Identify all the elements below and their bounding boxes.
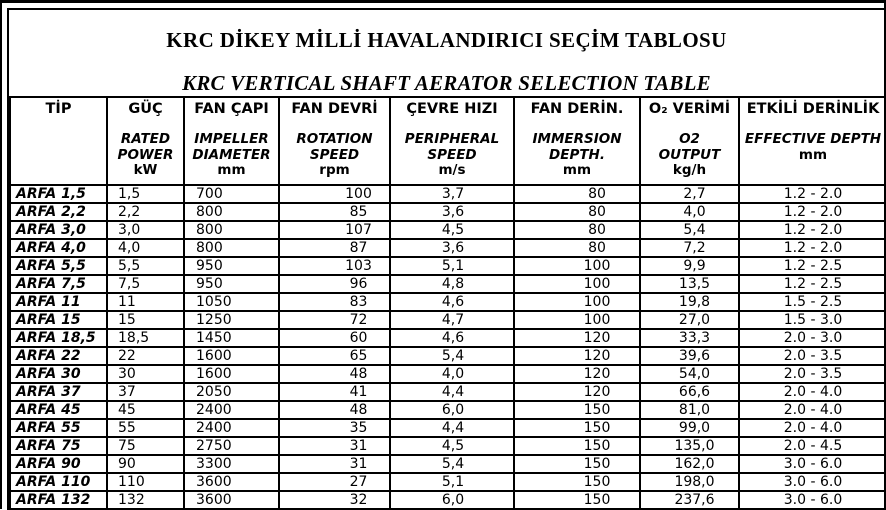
cell-impeller-diameter: 3600 bbox=[184, 473, 279, 491]
cell-impeller-diameter: 800 bbox=[184, 203, 279, 221]
cell-o2-output: 13,5 bbox=[640, 275, 739, 293]
cell-rated-power: 132 bbox=[107, 491, 184, 509]
cell-rotation-speed: 85 bbox=[279, 203, 390, 221]
cell-rated-power: 30 bbox=[107, 365, 184, 383]
cell-type: ARFA 37 bbox=[10, 383, 107, 401]
table-row bbox=[10, 419, 886, 437]
cell-immersion-depth: 120 bbox=[514, 347, 640, 365]
cell-rotation-speed: 100 bbox=[279, 185, 390, 203]
cell-type: ARFA 15 bbox=[10, 311, 107, 329]
cell-peripheral-speed: 4,6 bbox=[390, 293, 514, 311]
header-label-en: ROTATION bbox=[296, 131, 373, 147]
cell-immersion-depth: 80 bbox=[514, 203, 640, 221]
column-header-effective-depth bbox=[739, 97, 886, 185]
cell-o2-output: 7,2 bbox=[640, 239, 739, 257]
cell-type: ARFA 110 bbox=[10, 473, 107, 491]
cell-peripheral-speed: 3,7 bbox=[390, 185, 514, 203]
title-turkish: KRC DİKEY MİLLİ HAVALANDIRICI SEÇİM TABLOSU bbox=[166, 28, 727, 52]
cell-impeller-diameter: 800 bbox=[184, 239, 279, 257]
cell-rated-power: 1,5 bbox=[107, 185, 184, 203]
cell-impeller-diameter: 1600 bbox=[184, 347, 279, 365]
table-row bbox=[10, 257, 886, 275]
header-unit: rpm bbox=[319, 162, 350, 178]
cell-o2-output: 39,6 bbox=[640, 347, 739, 365]
cell-impeller-diameter: 700 bbox=[184, 185, 279, 203]
cell-effective-depth: 1.2 - 2.0 bbox=[739, 185, 886, 203]
cell-rotation-speed: 41 bbox=[279, 383, 390, 401]
cell-impeller-diameter: 2750 bbox=[184, 437, 279, 455]
table-row bbox=[10, 437, 886, 455]
cell-type: ARFA 11 bbox=[10, 293, 107, 311]
table-row bbox=[10, 203, 886, 221]
cell-type: ARFA 5,5 bbox=[10, 257, 107, 275]
cell-immersion-depth: 150 bbox=[514, 437, 640, 455]
column-header-peripheral-speed bbox=[390, 97, 514, 185]
cell-immersion-depth: 80 bbox=[514, 185, 640, 203]
cell-immersion-depth: 80 bbox=[514, 239, 640, 257]
header-label-en: DIAMETER bbox=[192, 146, 271, 163]
cell-effective-depth: 2.0 - 3.5 bbox=[739, 347, 886, 365]
cell-type: ARFA 30 bbox=[10, 365, 107, 383]
header-label-tr: FAN DERİN. bbox=[530, 101, 624, 117]
cell-peripheral-speed: 3,6 bbox=[390, 203, 514, 221]
cell-peripheral-speed: 4,0 bbox=[390, 365, 514, 383]
cell-rotation-speed: 31 bbox=[279, 455, 390, 473]
cell-impeller-diameter: 2400 bbox=[184, 401, 279, 419]
cell-immersion-depth: 100 bbox=[514, 293, 640, 311]
cell-immersion-depth: 150 bbox=[514, 401, 640, 419]
header-unit: m/s bbox=[438, 162, 466, 178]
header-unit: kg/h bbox=[672, 162, 707, 178]
table-row bbox=[10, 329, 886, 347]
cell-o2-output: 99,0 bbox=[640, 419, 739, 437]
cell-rated-power: 110 bbox=[107, 473, 184, 491]
cell-rotation-speed: 48 bbox=[279, 401, 390, 419]
cell-type: ARFA 18,5 bbox=[10, 329, 107, 347]
cell-peripheral-speed: 4,4 bbox=[390, 419, 514, 437]
header-label-en: SPEED bbox=[309, 146, 360, 163]
cell-effective-depth: 2.0 - 3.0 bbox=[739, 329, 886, 347]
cell-peripheral-speed: 4,7 bbox=[390, 311, 514, 329]
cell-rotation-speed: 103 bbox=[279, 257, 390, 275]
cell-type: ARFA 4,0 bbox=[10, 239, 107, 257]
header-label-tr: FAN DEVRİ bbox=[291, 101, 378, 117]
cell-immersion-depth: 120 bbox=[514, 365, 640, 383]
cell-effective-depth: 1.5 - 3.0 bbox=[739, 311, 886, 329]
cell-effective-depth: 1.2 - 2.5 bbox=[739, 257, 886, 275]
header-label-en: DEPTH. bbox=[549, 146, 605, 163]
cell-type: ARFA 7,5 bbox=[10, 275, 107, 293]
cell-peripheral-speed: 5,1 bbox=[390, 473, 514, 491]
table-row bbox=[10, 185, 886, 203]
table-row bbox=[10, 275, 886, 293]
cell-impeller-diameter: 2400 bbox=[184, 419, 279, 437]
cell-effective-depth: 2.0 - 3.5 bbox=[739, 365, 886, 383]
cell-rated-power: 55 bbox=[107, 419, 184, 437]
table-body bbox=[10, 185, 886, 509]
cell-effective-depth: 2.0 - 4.0 bbox=[739, 383, 886, 401]
table-row bbox=[10, 293, 886, 311]
header-label-tr: ÇEVRE HIZI bbox=[406, 101, 498, 117]
cell-o2-output: 19,8 bbox=[640, 293, 739, 311]
cell-rotation-speed: 65 bbox=[279, 347, 390, 365]
column-header-impeller-diameter bbox=[184, 97, 279, 185]
cell-immersion-depth: 80 bbox=[514, 221, 640, 239]
cell-type: ARFA 132 bbox=[10, 491, 107, 509]
cell-o2-output: 198,0 bbox=[640, 473, 739, 491]
header-label-en: EFFECTIVE DEPTH bbox=[744, 131, 882, 147]
document-frame bbox=[7, 8, 886, 510]
cell-rated-power: 2,2 bbox=[107, 203, 184, 221]
cell-immersion-depth: 100 bbox=[514, 257, 640, 275]
cell-immersion-depth: 150 bbox=[514, 455, 640, 473]
cell-effective-depth: 2.0 - 4.0 bbox=[739, 401, 886, 419]
table-row bbox=[10, 401, 886, 419]
column-header-type bbox=[10, 97, 107, 185]
table-row bbox=[10, 383, 886, 401]
cell-immersion-depth: 150 bbox=[514, 419, 640, 437]
cell-rotation-speed: 48 bbox=[279, 365, 390, 383]
column-header-immersion-depth bbox=[514, 97, 640, 185]
header-unit: mm bbox=[562, 162, 592, 178]
cell-peripheral-speed: 4,5 bbox=[390, 221, 514, 239]
header-label-en: POWER bbox=[117, 146, 174, 163]
header-unit: mm bbox=[798, 146, 828, 163]
cell-type: ARFA 55 bbox=[10, 419, 107, 437]
cell-effective-depth: 3.0 - 6.0 bbox=[739, 473, 886, 491]
cell-rated-power: 4,0 bbox=[107, 239, 184, 257]
cell-rotation-speed: 60 bbox=[279, 329, 390, 347]
cell-rated-power: 5,5 bbox=[107, 257, 184, 275]
cell-peripheral-speed: 5,4 bbox=[390, 347, 514, 365]
cell-immersion-depth: 120 bbox=[514, 329, 640, 347]
cell-o2-output: 33,3 bbox=[640, 329, 739, 347]
cell-peripheral-speed: 4,5 bbox=[390, 437, 514, 455]
cell-impeller-diameter: 3600 bbox=[184, 491, 279, 509]
cell-o2-output: 2,7 bbox=[640, 185, 739, 203]
cell-impeller-diameter: 1450 bbox=[184, 329, 279, 347]
title-block bbox=[9, 10, 884, 96]
cell-peripheral-speed: 6,0 bbox=[390, 491, 514, 509]
cell-effective-depth: 3.0 - 6.0 bbox=[739, 491, 886, 509]
cell-rated-power: 90 bbox=[107, 455, 184, 473]
cell-rated-power: 15 bbox=[107, 311, 184, 329]
cell-rotation-speed: 87 bbox=[279, 239, 390, 257]
cell-type: ARFA 22 bbox=[10, 347, 107, 365]
cell-immersion-depth: 100 bbox=[514, 311, 640, 329]
cell-effective-depth: 3.0 - 6.0 bbox=[739, 455, 886, 473]
header-label-tr: TİP bbox=[45, 101, 72, 117]
cell-peripheral-speed: 4,4 bbox=[390, 383, 514, 401]
cell-impeller-diameter: 2050 bbox=[184, 383, 279, 401]
cell-rated-power: 37 bbox=[107, 383, 184, 401]
header-label-tr: GÜÇ bbox=[128, 101, 163, 117]
cell-rotation-speed: 83 bbox=[279, 293, 390, 311]
column-header-o2-output bbox=[640, 97, 739, 185]
cell-immersion-depth: 150 bbox=[514, 491, 640, 509]
cell-peripheral-speed: 4,6 bbox=[390, 329, 514, 347]
column-header-rotation-speed bbox=[279, 97, 390, 185]
cell-o2-output: 66,6 bbox=[640, 383, 739, 401]
cell-impeller-diameter: 800 bbox=[184, 221, 279, 239]
cell-rotation-speed: 96 bbox=[279, 275, 390, 293]
cell-rotation-speed: 32 bbox=[279, 491, 390, 509]
cell-o2-output: 81,0 bbox=[640, 401, 739, 419]
cell-o2-output: 9,9 bbox=[640, 257, 739, 275]
header-label-en: IMMERSION bbox=[532, 131, 622, 147]
cell-type: ARFA 75 bbox=[10, 437, 107, 455]
selection-table bbox=[9, 96, 886, 510]
cell-type: ARFA 2,2 bbox=[10, 203, 107, 221]
cell-o2-output: 27,0 bbox=[640, 311, 739, 329]
title-english: KRC VERTICAL SHAFT AERATOR SELECTION TABLE bbox=[182, 71, 711, 95]
table-row bbox=[10, 473, 886, 491]
cell-rotation-speed: 27 bbox=[279, 473, 390, 491]
cell-effective-depth: 2.0 - 4.0 bbox=[739, 419, 886, 437]
cell-effective-depth: 1.5 - 2.5 bbox=[739, 293, 886, 311]
cell-type: ARFA 90 bbox=[10, 455, 107, 473]
header-label-en: OUTPUT bbox=[658, 146, 721, 163]
cell-peripheral-speed: 6,0 bbox=[390, 401, 514, 419]
cell-rotation-speed: 35 bbox=[279, 419, 390, 437]
cell-effective-depth: 2.0 - 4.5 bbox=[739, 437, 886, 455]
cell-rated-power: 18,5 bbox=[107, 329, 184, 347]
table-row bbox=[10, 221, 886, 239]
header-label-en: IMPELLER bbox=[194, 131, 269, 147]
cell-impeller-diameter: 3300 bbox=[184, 455, 279, 473]
cell-o2-output: 135,0 bbox=[640, 437, 739, 455]
cell-rotation-speed: 31 bbox=[279, 437, 390, 455]
cell-rated-power: 45 bbox=[107, 401, 184, 419]
header-unit: kW bbox=[133, 162, 158, 178]
header-label-en: SPEED bbox=[427, 146, 477, 163]
cell-type: ARFA 3,0 bbox=[10, 221, 107, 239]
cell-rated-power: 11 bbox=[107, 293, 184, 311]
cell-o2-output: 237,6 bbox=[640, 491, 739, 509]
cell-impeller-diameter: 1250 bbox=[184, 311, 279, 329]
cell-type: ARFA 45 bbox=[10, 401, 107, 419]
cell-peripheral-speed: 3,6 bbox=[390, 239, 514, 257]
cell-o2-output: 4,0 bbox=[640, 203, 739, 221]
cell-o2-output: 162,0 bbox=[640, 455, 739, 473]
cell-rotation-speed: 107 bbox=[279, 221, 390, 239]
cell-rated-power: 7,5 bbox=[107, 275, 184, 293]
cell-peripheral-speed: 4,8 bbox=[390, 275, 514, 293]
cell-immersion-depth: 150 bbox=[514, 473, 640, 491]
table-row bbox=[10, 491, 886, 509]
cell-rotation-speed: 72 bbox=[279, 311, 390, 329]
table-row bbox=[10, 365, 886, 383]
table-row bbox=[10, 239, 886, 257]
cell-effective-depth: 1.2 - 2.5 bbox=[739, 275, 886, 293]
cell-type: ARFA 1,5 bbox=[10, 185, 107, 203]
cell-o2-output: 54,0 bbox=[640, 365, 739, 383]
cell-immersion-depth: 120 bbox=[514, 383, 640, 401]
cell-o2-output: 5,4 bbox=[640, 221, 739, 239]
cell-impeller-diameter: 1050 bbox=[184, 293, 279, 311]
column-header-rated-power bbox=[107, 97, 184, 185]
table-row bbox=[10, 311, 886, 329]
cell-impeller-diameter: 1600 bbox=[184, 365, 279, 383]
header-label-en: RATED bbox=[120, 131, 171, 147]
cell-peripheral-speed: 5,1 bbox=[390, 257, 514, 275]
header-label-tr: ETKİLİ DERİNLİK bbox=[746, 101, 880, 117]
cell-effective-depth: 1.2 - 2.0 bbox=[739, 203, 886, 221]
cell-impeller-diameter: 950 bbox=[184, 257, 279, 275]
cell-rated-power: 75 bbox=[107, 437, 184, 455]
cell-effective-depth: 1.2 - 2.0 bbox=[739, 239, 886, 257]
cell-rated-power: 3,0 bbox=[107, 221, 184, 239]
table-row bbox=[10, 455, 886, 473]
cell-effective-depth: 1.2 - 2.0 bbox=[739, 221, 886, 239]
table-header bbox=[10, 97, 886, 185]
cell-impeller-diameter: 950 bbox=[184, 275, 279, 293]
header-label-en: PERIPHERAL bbox=[404, 131, 500, 147]
cell-rated-power: 22 bbox=[107, 347, 184, 365]
header-label-tr: O₂ VERİMİ bbox=[648, 101, 731, 117]
cell-immersion-depth: 100 bbox=[514, 275, 640, 293]
table-row bbox=[10, 347, 886, 365]
header-label-tr: FAN ÇAPI bbox=[194, 101, 269, 117]
cell-peripheral-speed: 5,4 bbox=[390, 455, 514, 473]
header-label-en: O2 bbox=[679, 131, 700, 147]
header-unit: mm bbox=[217, 162, 246, 178]
